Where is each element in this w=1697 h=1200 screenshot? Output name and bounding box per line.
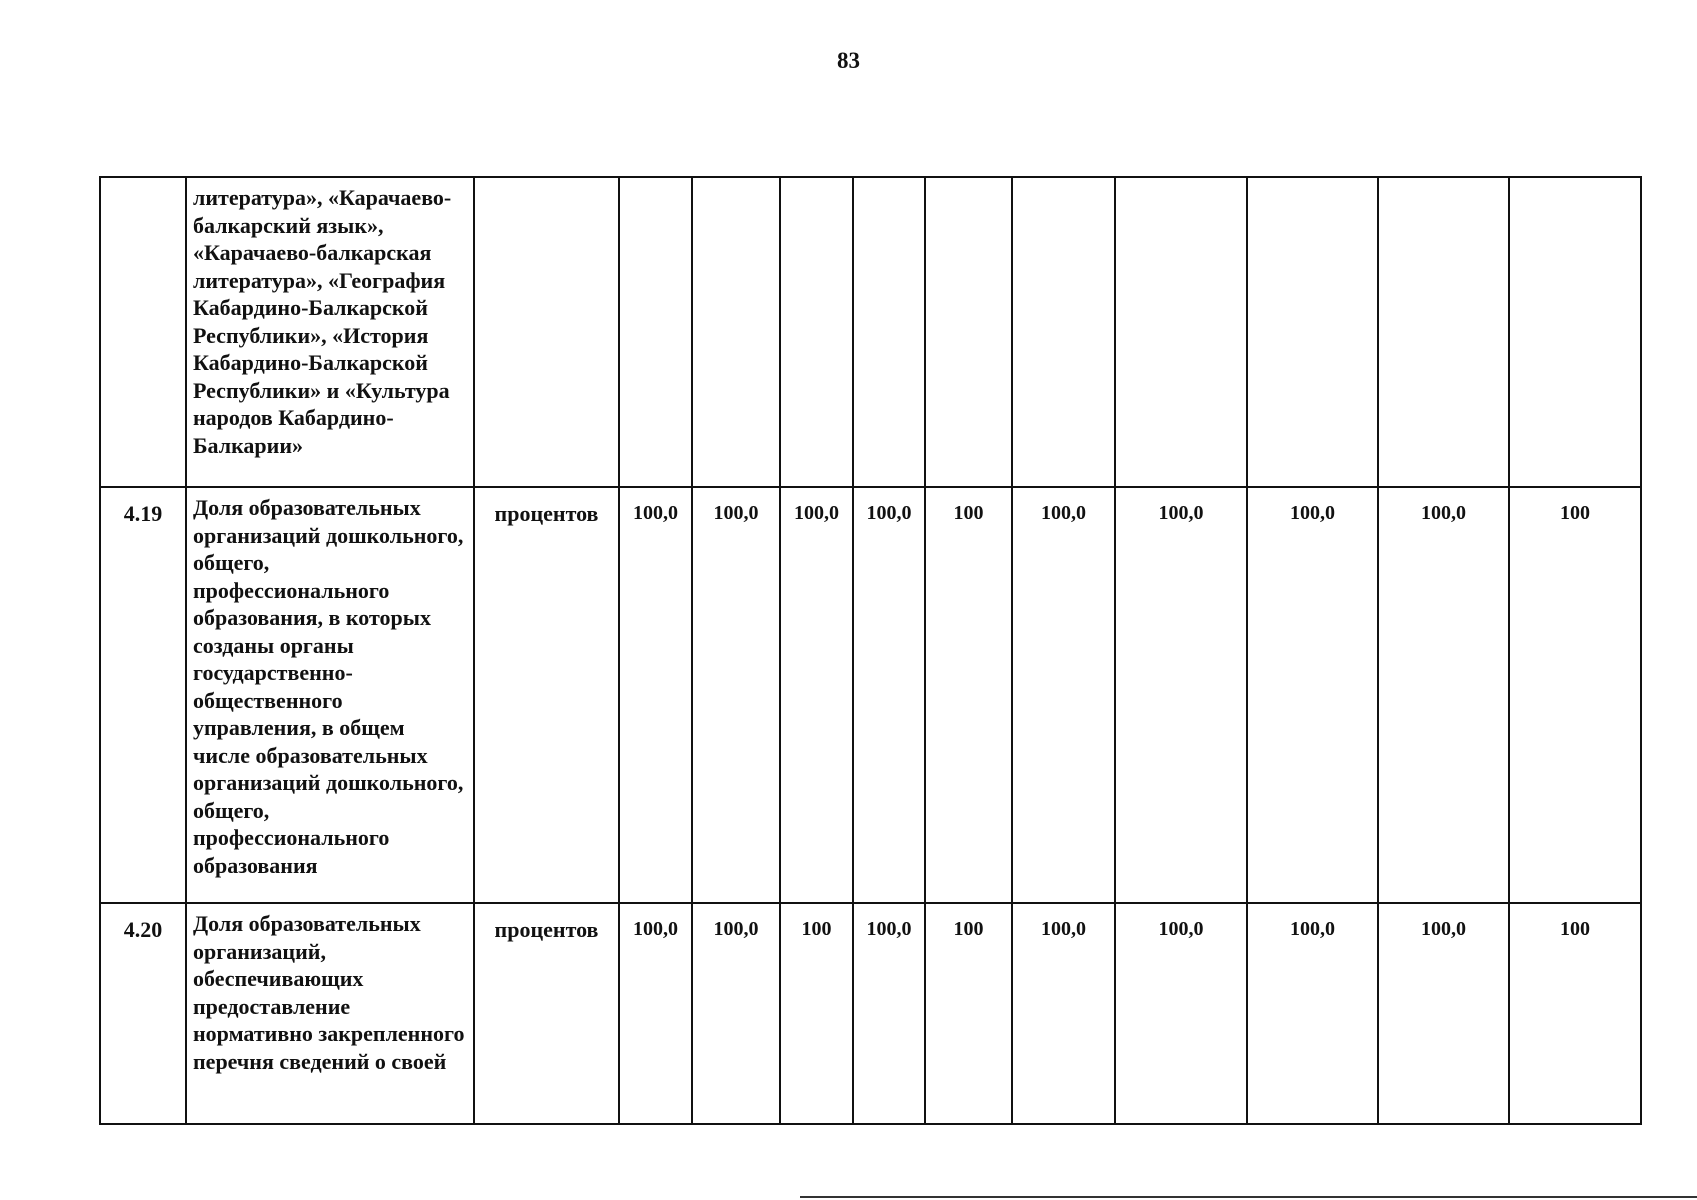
value-cell: 100 [925, 487, 1012, 903]
row-number [100, 177, 186, 487]
value-cell: 100 [780, 903, 853, 1124]
table-row [100, 177, 1641, 487]
value-cell [1247, 177, 1378, 487]
unit-cell [474, 177, 619, 487]
indicator-name: Доля образовательных организаций, обеспечивающих предоставление нормативно закрепленного перечня сведений о своей [186, 903, 474, 1124]
row-number: 4.19 [100, 487, 186, 903]
value-cell: 100,0 [619, 487, 692, 903]
value-cell: 100,0 [1378, 487, 1509, 903]
value-cell [1012, 177, 1115, 487]
value-cell: 100,0 [1247, 903, 1378, 1124]
value-cell [619, 177, 692, 487]
value-cell: 100,0 [692, 903, 780, 1124]
value-cell [780, 177, 853, 487]
value-cell: 100,0 [1378, 903, 1509, 1124]
value-cell: 100,0 [1247, 487, 1378, 903]
value-cell: 100,0 [853, 487, 925, 903]
value-cell: 100,0 [853, 903, 925, 1124]
value-cell [925, 177, 1012, 487]
bottom-rule [800, 1196, 1697, 1198]
value-cell: 100 [925, 903, 1012, 1124]
value-cell: 100,0 [692, 487, 780, 903]
value-cell [853, 177, 925, 487]
indicator-name: Доля образовательных организаций дошкольного, общего, профессионального образования, в которых созданы органы государственно-общественного управления, в общем числе образовательных организаций дошкольного, общего, профессионального образования [186, 487, 474, 903]
value-cell: 100,0 [619, 903, 692, 1124]
value-cell [1509, 177, 1641, 487]
value-cell [692, 177, 780, 487]
unit-cell: процентов [474, 903, 619, 1124]
value-cell [1378, 177, 1509, 487]
value-cell: 100,0 [780, 487, 853, 903]
table-row [100, 903, 1641, 1124]
value-cell: 100,0 [1115, 903, 1247, 1124]
unit-cell: процентов [474, 487, 619, 903]
page-number: 83 [837, 48, 860, 73]
row-number: 4.20 [100, 903, 186, 1124]
indicator-name: литература», «Карачаево-балкарский язык», «Карачаево-балкарская литература», «География Кабардино-Балкарской Республики», «История Кабардино-Балкарской Республики» и «Культура народов Кабардино-Балкарии» [186, 177, 474, 487]
value-cell: 100 [1509, 487, 1641, 903]
value-cell [1115, 177, 1247, 487]
value-cell: 100,0 [1115, 487, 1247, 903]
value-cell: 100 [1509, 903, 1641, 1124]
indicators-table [99, 176, 1642, 1125]
table-row [100, 487, 1641, 903]
value-cell: 100,0 [1012, 903, 1115, 1124]
value-cell: 100,0 [1012, 487, 1115, 903]
